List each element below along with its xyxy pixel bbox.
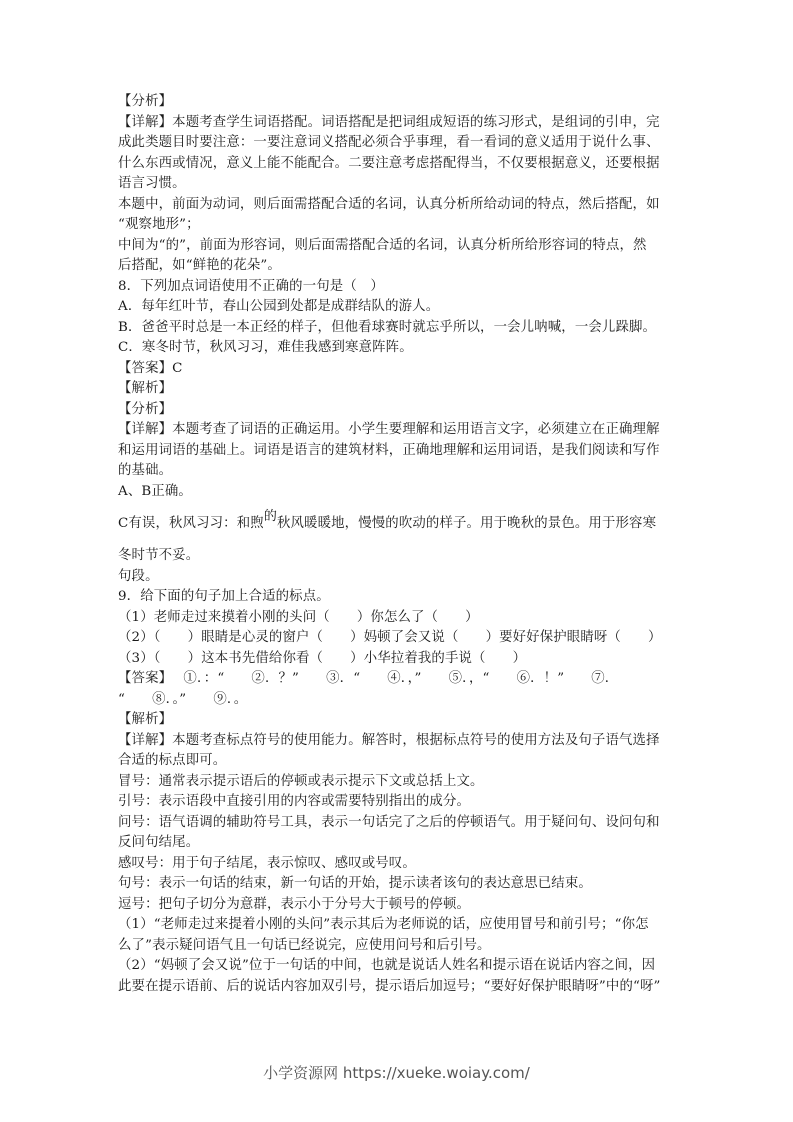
heading-analysis: 【分析】 <box>118 94 173 109</box>
text-line: “观察地形”； <box>118 217 200 232</box>
text-line: 句号：表示一句话的结束，新一句话的开始，提示读者该句的表达意思已结束。 <box>118 876 592 891</box>
answer-8: 【答案】C <box>118 360 183 376</box>
text-line: 成此类题目时要注意：一要注意词义搭配必须合乎事理，看一看词的意义适用于说什么事、 <box>118 135 660 150</box>
text-line: 的基础。 <box>118 463 173 478</box>
sentence-1: （1）老师走过来摸着小刚的头问（ ）你怎么了（ ） <box>118 609 479 625</box>
answer-items: ①．：“ ②．？” ③．“ ④．，” ⑤．，“ ⑥．！” ⑦． <box>165 671 619 686</box>
text-line: （1）“老师走过来提着小刚的头问”表示其后为老师说的话，应使用冒号和前引号；“你怎 <box>118 917 649 932</box>
text-line: 冒号：通常表示提示语后的停顿或表示提示下文或总括上文。 <box>118 773 484 789</box>
text-line: 反问句结尾。 <box>118 835 200 850</box>
option-c: C．寒冬时节，秋风习习，难佳我感到寒意阵阵。 <box>118 340 413 355</box>
c-line-before: C有误，秋风习习：和煦 <box>118 516 264 531</box>
text-line: 逗号：把句子切分为意群，表示小于分号大于顿号的停顿。 <box>118 896 471 912</box>
heading-explanation: 【解析】 <box>118 712 173 727</box>
c-line-raised: 的 <box>263 509 277 524</box>
answer-label: 【答案】 <box>118 671 166 686</box>
text-line: 中间为“的”，前面为形容词，则后面需搭配合适的名词，认真分析所给形容词的特点，然 <box>118 237 647 253</box>
text-line: 此要在提示语前、后的说话内容加双引号，提示语后加逗号；“要好好保护眼睛呀”中的“呀” <box>118 978 661 994</box>
text-line: A、B正确。 <box>118 483 192 499</box>
answer-9-row-2: “ ⑧．。” ⑨．。 <box>118 691 248 707</box>
text-line: 后搭配，如“鲜艳的花朵”。 <box>118 258 281 273</box>
text-line: 冬时节不妥。 <box>118 548 200 563</box>
sentence-3: （3）（ ）这本书先借给你看（ ）小华拉着我的手说（ ） <box>118 650 527 666</box>
text-line: 么了”表示疑问语气且一句话已经说完，应使用问号和后引号。 <box>118 937 491 953</box>
text-line: 合适的标点即可。 <box>118 753 227 768</box>
heading-explanation: 【解析】 <box>118 381 173 396</box>
text-line: 引号：表示语段中直接引用的内容或需要特别指出的成分。 <box>118 794 471 809</box>
text-line: 【详解】本题考查标点符号的使用能力。解答时，根据标点符号的使用方法及句子语气选择 <box>118 732 660 748</box>
footer-watermark: 小学资源网 https://xueke.woiay.com/ <box>263 1064 530 1082</box>
text-line: 本题中，前面为动词，则后面需搭配合适的名词，认真分析所给动词的特点，然后搭配，如 <box>118 196 660 212</box>
c-explanation-line <box>118 508 680 540</box>
text-line: 问号：语气语调的辅助符号工具，表示一句话完了之后的停顿语气。用于疑问句、设问句和 <box>118 814 660 830</box>
c-line-after: 秋风暖暖地，慢慢的吹动的样子。用于晚秋的景色。用于形容寒 <box>276 516 657 531</box>
text-line: 【详解】本题考查了词语的正确运用。小学生要理解和运用语言文字，必须建立在正确理解 <box>118 422 660 437</box>
text-line: 什么东西或情况，意义上能不能配合。二要注意考虑搭配得当，不仅要根据意义，还要根据 <box>118 155 660 171</box>
option-a: A．每年红叶节，春山公园到处都是成群结队的游人。 <box>118 299 440 314</box>
text-line: 语言习惯。 <box>118 176 186 191</box>
answer-9-row-1 <box>118 669 680 690</box>
sentence-2: （2）（ ）眼睛是心灵的窗户（ ）妈顿了会又说（ ）要好好保护眼睛呀（ ） <box>118 630 662 645</box>
text-line: （2）“妈顿了会又说”位于一句话的中间，也就是说话人姓名和提示语在说话内容之间，因 <box>118 958 656 973</box>
text-line: 感叹号：用于句子结尾，表示惊叹、感叹或号叹。 <box>118 855 416 871</box>
option-b: B．爸爸平时总是一本正经的样子，但他看球赛时就忘乎所以，一会儿呐喊，一会儿跺脚。 <box>118 319 657 335</box>
heading-analysis: 【分析】 <box>118 401 173 417</box>
question-9: 9．给下面的句子加上合适的标点。 <box>118 589 330 604</box>
document-page <box>118 92 680 997</box>
text-line: 句段。 <box>118 568 159 584</box>
text-line: 【详解】本题考查学生词语搭配。词语搭配是把词组成短语的练习形式，是组词的引申，完 <box>118 114 660 130</box>
question-8: 8．下列加点词语使用不正确的一句是（ ） <box>118 278 384 294</box>
text-line: 和运用词语的基础上。词语是语言的建筑材料，正确地理解和运用词语，是我们阅读和写作 <box>118 442 660 458</box>
